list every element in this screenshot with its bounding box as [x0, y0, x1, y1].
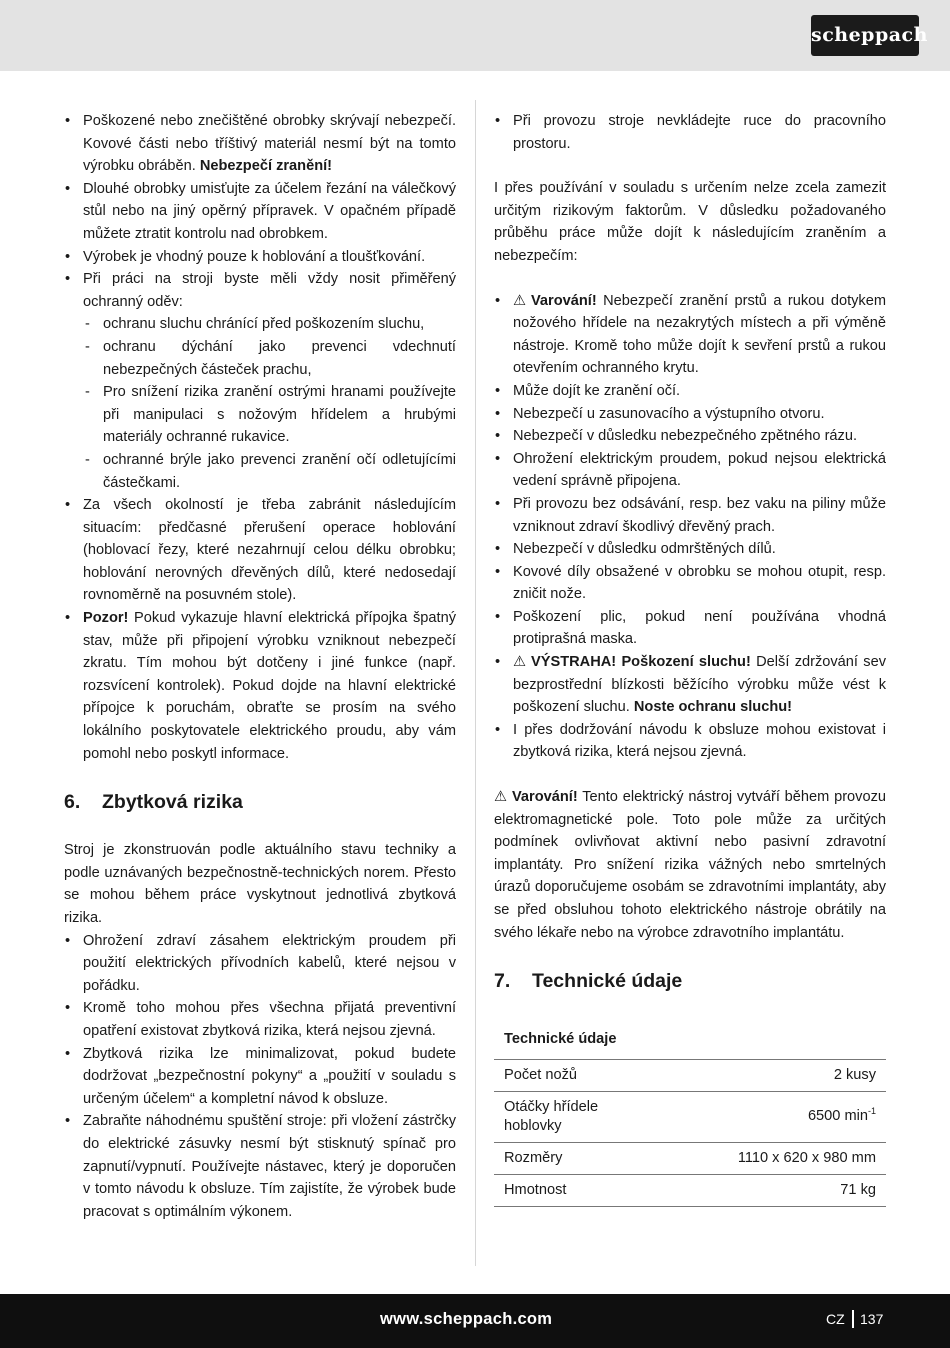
column-divider: [475, 100, 476, 1266]
list-item: • Při práci na stroji byste měli vždy nosit přiměřený ochranný oděv:: [64, 268, 456, 313]
safety-list: [64, 110, 456, 765]
warning-item: • ⚠ Varování! Nebezpečí zranění prstů a rukou dotykem nožového hřídele na nezakrytých místech a při výměně nástroje. Kromě toho může dojít k sevření prstů a rukou otevřením ochranného krytu.: [494, 290, 886, 380]
list-item: • Kovové díly obsažené v obrobku se mohou otupit, resp. zničit nože.: [494, 561, 886, 606]
list-item: • Při provozu stroje nevkládejte ruce do pracovního prostoru.: [494, 110, 886, 155]
language-code: CZ: [826, 1311, 845, 1327]
hazard-list: [494, 290, 886, 764]
warning-icon: ⚠: [513, 654, 527, 671]
right-column: [494, 110, 886, 1207]
list-item: • Zbytková rizika lze minimalizovat, pokud budete dodržovat „bezpečnostní pokyny“ a „použití v souladu s určeným účelem“ a kompletní návod k obsluze.: [64, 1043, 456, 1111]
list-item: • Poškozené nebo znečištěné obrobky skrývají nebezpečí. Kovové části nebo tříštivý materiál nesmí být na tomto výrobku obráběn. Nebezpečí zranění!: [64, 110, 456, 178]
page-number: 137: [860, 1311, 884, 1327]
footer-bar: [0, 1294, 950, 1348]
list-item: • Nebezpečí u zasunovacího a výstupního otvoru.: [494, 403, 886, 426]
emf-warning: ⚠ Varování! Tento elektrický nástroj vytváří během provozu elektromagnetické pole. Toto pole může za určitých podmínek ovlivňovat aktivní nebo pasivní zdravotní implantáty. Pro snížení rizika vážných nebo smrtelných úrazů doporučujeme osobám se zdravotními implantáty, aby se před obsluhou tohoto elektrického nástroje obrátily na svého lékaře nebo na výrobce zdravotního implantátu.: [494, 786, 886, 944]
technical-data-table: [494, 1020, 886, 1207]
list-item: • Dlouhé obrobky umisťujte za účelem řezání na válečkový stůl nebo na jiný opěrný přípravek. V opačném případě můžete ztratit kontrolu nad obrobkem.: [64, 178, 456, 246]
list-item: • Výrobek je vhodný pouze k hoblování a tloušťkování.: [64, 246, 456, 269]
warning-item: • ⚠ VÝSTRAHA! Poškození sluchu! Delší zdržování sev bezprostřední blízkosti běžícího výrobku může vést k poškození sluchu. Noste ochranu sluchu!: [494, 651, 886, 719]
list-item: • Ohrožení zdraví zásahem elektrickým proudem při použití elektrických přívodních kabelů, které nejsou v pořádku.: [64, 930, 456, 998]
section-7-heading: 7. Technické údaje: [494, 970, 683, 993]
list-item: • I přes dodržování návodu k obsluze mohou existovat i zbytková rizika, která nejsou zjevná.: [494, 719, 886, 764]
risk-intro: I přes používání v souladu s určením nelze zcela zamezit určitým rizikovým faktorům. V důsledku požadovaného průběhu práce může dojít k následujícím zraněním a nebezpečím:: [494, 180, 886, 264]
warning-icon: ⚠: [513, 292, 527, 309]
footer-separator: [852, 1310, 854, 1328]
left-column: [64, 110, 456, 1223]
dash-item: - ochranu sluchu chránící před poškozením sluchu,: [64, 313, 456, 336]
table-row: Počet nožů 2 kusy: [494, 1059, 886, 1091]
list-item: • Může dojít ke zranění očí.: [494, 380, 886, 403]
list-item: • Nebezpečí v důsledku odmrštěných dílů.: [494, 538, 886, 561]
header-band: [0, 0, 950, 71]
list-item: • Nebezpečí v důsledku nebezpečného zpětného rázu.: [494, 425, 886, 448]
dash-item: - ochranu dýchání jako prevenci vdechnutí nebezpečných částeček prachu,: [64, 336, 456, 381]
residual-risk-list: [64, 930, 456, 1224]
table-row: Rozměry 1110 x 620 x 980 mm: [494, 1142, 886, 1174]
table-row: Otáčky hřídele hoblovky 6500 $\min^{-1}$: [494, 1091, 886, 1142]
scheppach-logo: scheppach: [811, 15, 919, 56]
table-row: Hmotnost 71 kg: [494, 1174, 886, 1206]
table-header-row: Technické údaje: [494, 1020, 886, 1059]
list-item: • Kromě toho mohou přes všechna přijatá preventivní opatření existovat zbytková rizika, která nejsou zjevná.: [64, 997, 456, 1042]
list-item: • Ohrožení elektrickým proudem, pokud nejsou elektrická vedení správně připojena.: [494, 448, 886, 493]
dash-item: - ochranné brýle jako prevenci zranění očí odletujícími částečkami.: [64, 449, 456, 494]
section-6-intro: Stroj je zkonstruován podle aktuálního stavu techniky a podle uznávaných bezpečnostně-technických norem. Přesto se mohou během práce vyskytnout jednotlivá zbytková rizika.: [64, 842, 456, 926]
list-item: • Za všech okolností je třeba zabránit následujícím situacím: předčasné přerušení operace hoblování (hoblovací řezy, které nezahrnují celou délku obrobku; hoblování nerovných dřevěných dílů, které nedosedají rovnoměrně na posuvném stole).: [64, 494, 456, 607]
section-6-heading: 6. Zbytková rizika: [64, 791, 243, 814]
list-item: • Poškození plic, pokud není používána vhodná protiprašná maska.: [494, 606, 886, 651]
warning-icon: ⚠: [494, 789, 508, 806]
website-link[interactable]: www.scheppach.com: [380, 1310, 553, 1328]
list-item: • Při provozu bez odsávání, resp. bez vaku na piliny může vzniknout zdraví škodlivý dřevěný prach.: [494, 493, 886, 538]
list-item: • Zabraňte náhodnému spuštění stroje: při vložení zástrčky do elektrické zásuvky nesmí být stisknutý spínač pro zapnutí/vypnutí. Používejte nástavec, který je doporučen v tomto návodu k obsluze. Tím zajistíte, že výrobek bude pracovat s optimálním výkonem.: [64, 1110, 456, 1223]
list-item: • Pozor! Pokud vykazuje hlavní elektrická přípojka špatný stav, může při připojení výrobku vzniknout nebezpečí zkratu. Tím mohou být dotčeny i jiné funkce (např. rozsvícení kontrolek). Pokud dojde na hlavní elektrické přípojce k poruchám, obraťte se prosím na svého lokálního poskytovatele elektrického proudu, aby vám pomohl nebo poskytl informace.: [64, 607, 456, 765]
dash-item: - Pro snížení rizika zranění ostrými hranami používejte při manipulaci s nožovým hřídelem a hrubými materiály ochranné rukavice.: [64, 381, 456, 449]
